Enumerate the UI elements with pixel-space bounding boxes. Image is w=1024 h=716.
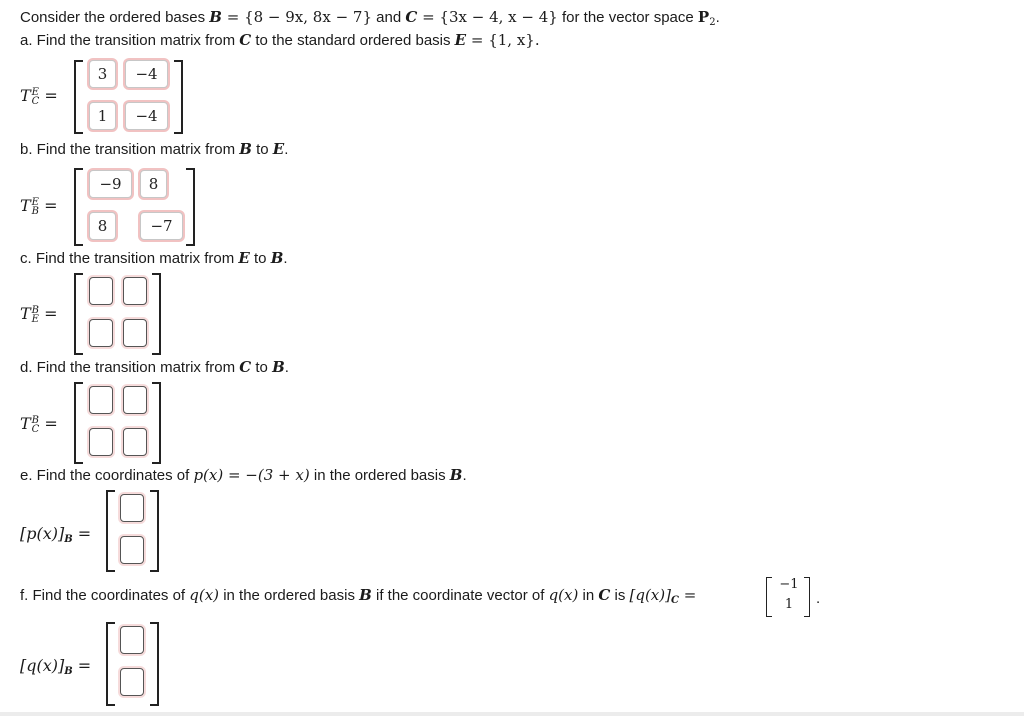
question-b-to: E — [272, 140, 285, 158]
vector-e-equals: = — [72, 524, 92, 543]
question-c-to: B — [270, 249, 284, 267]
question-b-from: B — [239, 140, 252, 158]
question-c-end: . — [283, 250, 288, 267]
vector-qC-right-bracket — [804, 577, 810, 617]
matrix-a-cell-11[interactable]: 3 — [89, 60, 116, 88]
basis-B-definition: = {8 − 9x, 8x − 7} — [221, 8, 372, 26]
basis-C-symbol: C — [405, 8, 418, 26]
matrix-b-cell-21[interactable]: 8 — [89, 212, 116, 240]
matrix-a-sub: C — [31, 95, 40, 107]
matrix-a-cell-21[interactable]: 1 — [89, 102, 116, 130]
question-a-to: E — [454, 31, 467, 49]
matrix-c-left-bracket — [74, 273, 83, 355]
intro-line — [20, 8, 720, 28]
question-e-basis: B — [449, 466, 463, 484]
question-f-in: in — [578, 587, 599, 604]
vector-space-subscript: 2 — [709, 17, 716, 28]
vector-qC-left-bracket — [766, 577, 772, 617]
question-e — [20, 466, 467, 484]
matrix-a-right-bracket — [174, 60, 183, 134]
intro-text: Consider the ordered bases — [20, 9, 210, 26]
question-f-is: is — [610, 587, 630, 604]
question-e-expression: p(x) = −(3 + x) — [193, 466, 310, 484]
matrix-c-cell-21[interactable] — [89, 319, 113, 347]
question-f — [20, 586, 696, 606]
question-a-label: a. Find the transition matrix from — [20, 32, 240, 49]
matrix-c-equals: = — [39, 304, 58, 323]
matrix-d-lhs — [20, 414, 58, 434]
vector-e-symbol: [p(x)] — [20, 524, 65, 543]
vector-e-cell-2[interactable] — [120, 536, 144, 564]
vector-f-subscript: B — [64, 666, 73, 677]
question-e-end: . — [462, 467, 467, 484]
question-d — [20, 358, 289, 376]
question-d-mid: to — [251, 359, 273, 376]
matrix-b-right-bracket — [186, 168, 195, 246]
matrix-d-right-bracket — [152, 382, 161, 464]
vector-e-cell-1[interactable] — [120, 494, 144, 522]
matrix-b-left-bracket — [74, 168, 83, 246]
question-a-set: = {1, x}. — [466, 31, 540, 49]
basis-B-symbol: B — [209, 8, 222, 26]
matrix-b-cell-11[interactable]: −9 — [89, 170, 132, 198]
question-f-q: q(x) — [189, 586, 220, 604]
matrix-a-sup: E — [31, 86, 39, 98]
question-d-from: C — [239, 358, 252, 376]
question-a-from: C — [239, 31, 252, 49]
question-c-from: E — [238, 249, 250, 267]
question-b-label: b. Find the transition matrix from — [20, 141, 240, 158]
matrix-c-lhs — [20, 304, 58, 324]
question-a — [20, 31, 540, 49]
matrix-a-cell-22[interactable]: −4 — [125, 102, 168, 130]
vector-f-cell-2[interactable] — [120, 668, 144, 696]
vector-f-symbol: [q(x)] — [20, 656, 65, 675]
question-f-label: f. Find the coordinates of — [20, 587, 190, 604]
question-d-to: B — [272, 358, 285, 376]
vector-f-equals: = — [72, 656, 92, 675]
matrix-b-T: T — [20, 196, 31, 215]
vector-e-right-bracket — [150, 490, 159, 572]
matrix-a-left-bracket — [74, 60, 83, 134]
page-bottom-divider — [0, 712, 1024, 716]
matrix-b-cell-12[interactable]: 8 — [140, 170, 167, 198]
matrix-d-cell-22[interactable] — [123, 428, 147, 456]
vector-e-left-bracket — [106, 490, 115, 572]
vector-e-lhs — [20, 524, 91, 545]
vector-e-subscript: B — [64, 534, 73, 545]
question-f-end: . — [816, 590, 821, 607]
matrix-d-sub: C — [31, 423, 40, 435]
matrix-a-cell-12[interactable]: −4 — [125, 60, 168, 88]
question-f-mid2: if the coordinate vector of — [371, 587, 549, 604]
question-c-mid: to — [249, 250, 271, 267]
question-e-mid: in the ordered basis — [309, 467, 450, 484]
intro-and: and — [372, 9, 406, 26]
matrix-a-lhs — [20, 86, 58, 106]
matrix-b-sub: B — [31, 205, 40, 217]
matrix-c-T: T — [20, 304, 31, 323]
matrix-c-sup: B — [31, 304, 40, 316]
matrix-d-sup: B — [31, 414, 40, 426]
question-f-coord-sub: C — [670, 595, 679, 606]
matrix-c-sub: E — [31, 313, 39, 325]
question-f-mid: in the ordered basis — [219, 587, 360, 604]
matrix-d-equals: = — [39, 414, 58, 433]
question-f-C: C — [598, 586, 611, 604]
vector-f-right-bracket — [150, 622, 159, 706]
vector-qC-entry-1: −1 — [779, 577, 799, 592]
vector-f-left-bracket — [106, 622, 115, 706]
vector-f-lhs — [20, 656, 91, 677]
question-d-end: . — [284, 359, 289, 376]
matrix-b-lhs — [20, 196, 58, 216]
question-a-mid: to the standard ordered basis — [251, 32, 455, 49]
question-e-label: e. Find the coordinates of — [20, 467, 194, 484]
matrix-d-cell-12[interactable] — [123, 386, 147, 414]
matrix-b-sup: E — [31, 196, 39, 208]
question-c-label: c. Find the transition matrix from — [20, 250, 239, 267]
question-f-q2: q(x) — [548, 586, 579, 604]
question-b — [20, 140, 288, 158]
matrix-c-cell-11[interactable] — [89, 277, 113, 305]
matrix-d-cell-11[interactable] — [89, 386, 113, 414]
question-c — [20, 249, 288, 267]
matrix-d-cell-21[interactable] — [89, 428, 113, 456]
vector-space-symbol: P — [697, 8, 710, 26]
vector-qC-entry-2: 1 — [784, 597, 794, 612]
question-f-equals: = — [678, 586, 697, 604]
matrix-a-equals: = — [39, 86, 58, 105]
matrix-b-equals: = — [39, 196, 58, 215]
question-b-mid: to — [251, 141, 273, 158]
question-d-label: d. Find the transition matrix from — [20, 359, 240, 376]
matrix-c-cell-12[interactable] — [123, 277, 147, 305]
intro-text-2: for the vector space — [557, 9, 698, 26]
vector-f-cell-1[interactable] — [120, 626, 144, 654]
matrix-b-cell-22[interactable]: −7 — [140, 212, 183, 240]
intro-end: . — [715, 9, 720, 26]
basis-C-definition: = {3x − 4, x − 4} — [417, 8, 558, 26]
matrix-d-T: T — [20, 414, 31, 433]
matrix-a-T: T — [20, 86, 31, 105]
matrix-c-right-bracket — [152, 273, 161, 355]
matrix-c-cell-22[interactable] — [123, 319, 147, 347]
question-b-end: . — [284, 141, 289, 158]
matrix-d-left-bracket — [74, 382, 83, 464]
question-f-coord: [q(x)] — [629, 586, 671, 604]
question-f-basis: B — [359, 586, 372, 604]
